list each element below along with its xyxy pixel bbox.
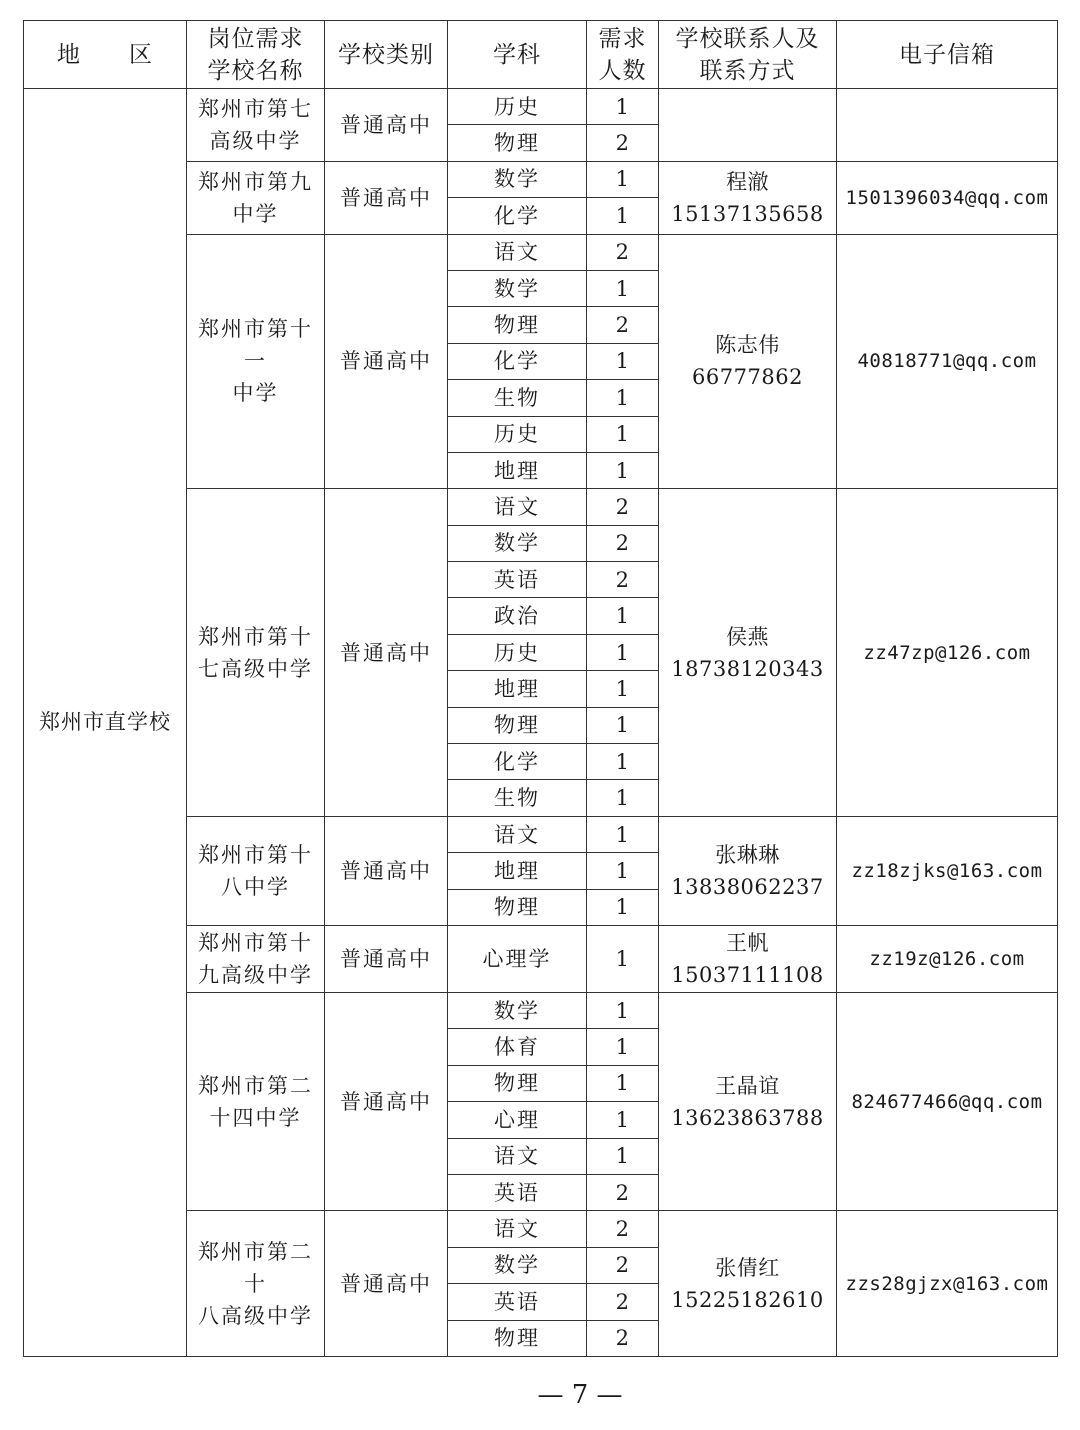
- table-row: [24, 89, 1058, 125]
- email-cell: [837, 89, 1058, 162]
- count-cell: 1: [587, 780, 659, 816]
- email-cell: 824677466@qq.com: [837, 992, 1058, 1210]
- subject-cell: 历史: [448, 89, 587, 125]
- count-cell: 1: [587, 270, 659, 306]
- count-cell: 1: [587, 671, 659, 707]
- email-cell: 40818771@qq.com: [837, 234, 1058, 489]
- header-school: 岗位需求 学校名称: [187, 21, 325, 89]
- subject-cell: 英语: [448, 1284, 587, 1320]
- subject-cell: 语文: [448, 234, 587, 270]
- contact-cell: 张琳琳 13838062237: [659, 816, 837, 925]
- count-cell: 1: [587, 198, 659, 234]
- count-cell: 2: [587, 125, 659, 161]
- subject-cell: 物理: [448, 1065, 587, 1101]
- count-cell: 1: [587, 1138, 659, 1174]
- school-category-cell: 普通高中: [325, 925, 448, 992]
- count-cell: 1: [587, 889, 659, 925]
- subject-cell: 数学: [448, 992, 587, 1028]
- count-cell: 2: [587, 1284, 659, 1320]
- school-name-cell: 郑州市第十 七高级中学: [187, 489, 325, 817]
- school-name-cell: 郑州市第七 高级中学: [187, 89, 325, 162]
- subject-cell: 语文: [448, 489, 587, 525]
- subject-cell: 生物: [448, 780, 587, 816]
- count-cell: 1: [587, 452, 659, 488]
- school-name-cell: 郑州市第九 中学: [187, 161, 325, 234]
- count-cell: 1: [587, 853, 659, 889]
- count-cell: 2: [587, 525, 659, 561]
- school-name-cell: 郑州市第十 九高级中学: [187, 925, 325, 992]
- count-cell: 1: [587, 380, 659, 416]
- contact-cell: 陈志伟 66777862: [659, 234, 837, 489]
- count-cell: 1: [587, 925, 659, 992]
- subject-cell: 生物: [448, 380, 587, 416]
- count-cell: 1: [587, 1102, 659, 1138]
- subject-cell: 物理: [448, 1320, 587, 1356]
- email-cell: zz18zjks@163.com: [837, 816, 1058, 925]
- count-cell: 2: [587, 1247, 659, 1283]
- subject-cell: 数学: [448, 1247, 587, 1283]
- subject-cell: 化学: [448, 744, 587, 780]
- count-cell: 1: [587, 89, 659, 125]
- page-number: — 7 —: [537, 1380, 623, 1410]
- count-cell: 1: [587, 416, 659, 452]
- count-cell: 1: [587, 1029, 659, 1065]
- email-cell: 1501396034@qq.com: [837, 161, 1058, 234]
- subject-cell: 体育: [448, 1029, 587, 1065]
- subject-cell: 英语: [448, 1174, 587, 1210]
- count-cell: 2: [587, 234, 659, 270]
- subject-cell: 语文: [448, 1211, 587, 1247]
- contact-cell: 张倩红 15225182610: [659, 1211, 837, 1357]
- header-subject: 学科: [448, 21, 587, 89]
- count-cell: 2: [587, 1320, 659, 1356]
- header-count: 需求 人数: [587, 21, 659, 89]
- subject-cell: 物理: [448, 307, 587, 343]
- subject-cell: 历史: [448, 634, 587, 670]
- subject-cell: 化学: [448, 343, 587, 379]
- contact-cell: 程澈 15137135658: [659, 161, 837, 234]
- header-row: [24, 21, 1058, 89]
- count-cell: 1: [587, 598, 659, 634]
- subject-cell: 地理: [448, 853, 587, 889]
- subject-cell: 语文: [448, 816, 587, 852]
- count-cell: 1: [587, 744, 659, 780]
- subject-cell: 数学: [448, 525, 587, 561]
- count-cell: 1: [587, 992, 659, 1028]
- subject-cell: 化学: [448, 198, 587, 234]
- school-category-cell: 普通高中: [325, 489, 448, 817]
- subject-cell: 地理: [448, 671, 587, 707]
- subject-cell: 语文: [448, 1138, 587, 1174]
- email-cell: zz19z@126.com: [837, 925, 1058, 992]
- school-name-cell: 郑州市第二 十四中学: [187, 992, 325, 1210]
- area-cell: 郑州市直学校: [24, 89, 187, 1357]
- school-category-cell: 普通高中: [325, 89, 448, 162]
- school-category-cell: 普通高中: [325, 234, 448, 489]
- count-cell: 1: [587, 343, 659, 379]
- school-category-cell: 普通高中: [325, 816, 448, 925]
- count-cell: 2: [587, 1211, 659, 1247]
- email-cell: zzs28gjzx@163.com: [837, 1211, 1058, 1357]
- school-category-cell: 普通高中: [325, 1211, 448, 1357]
- count-cell: 2: [587, 307, 659, 343]
- subject-cell: 心理: [448, 1102, 587, 1138]
- count-cell: 2: [587, 489, 659, 525]
- subject-cell: 物理: [448, 707, 587, 743]
- count-cell: 1: [587, 634, 659, 670]
- school-name-cell: 郑州市第十 八中学: [187, 816, 325, 925]
- subject-cell: 心理学: [448, 925, 587, 992]
- count-cell: 1: [587, 161, 659, 197]
- count-cell: 2: [587, 1174, 659, 1210]
- subject-cell: 数学: [448, 161, 587, 197]
- table-body: [24, 89, 1058, 1357]
- subject-cell: 物理: [448, 889, 587, 925]
- subject-cell: 历史: [448, 416, 587, 452]
- contact-cell: [659, 89, 837, 162]
- subject-cell: 物理: [448, 125, 587, 161]
- count-cell: 1: [587, 707, 659, 743]
- header-email: 电子信箱: [837, 21, 1058, 89]
- count-cell: 1: [587, 1065, 659, 1101]
- contact-cell: 王帆 15037111108: [659, 925, 837, 992]
- school-category-cell: 普通高中: [325, 992, 448, 1210]
- school-name-cell: 郑州市第二十 八高级中学: [187, 1211, 325, 1357]
- subject-cell: 地理: [448, 452, 587, 488]
- email-cell: zz47zp@126.com: [837, 489, 1058, 817]
- count-cell: 2: [587, 562, 659, 598]
- header-area: 地 区: [24, 21, 187, 89]
- subject-cell: 英语: [448, 562, 587, 598]
- header-category: 学校类别: [325, 21, 448, 89]
- contact-cell: 王晶谊 13623863788: [659, 992, 837, 1210]
- header-contact: 学校联系人及 联系方式: [659, 21, 837, 89]
- subject-cell: 政治: [448, 598, 587, 634]
- school-name-cell: 郑州市第十 一 中学: [187, 234, 325, 489]
- school-category-cell: 普通高中: [325, 161, 448, 234]
- recruitment-table: [23, 20, 1058, 1357]
- count-cell: 1: [587, 816, 659, 852]
- subject-cell: 数学: [448, 270, 587, 306]
- contact-cell: 侯燕 18738120343: [659, 489, 837, 817]
